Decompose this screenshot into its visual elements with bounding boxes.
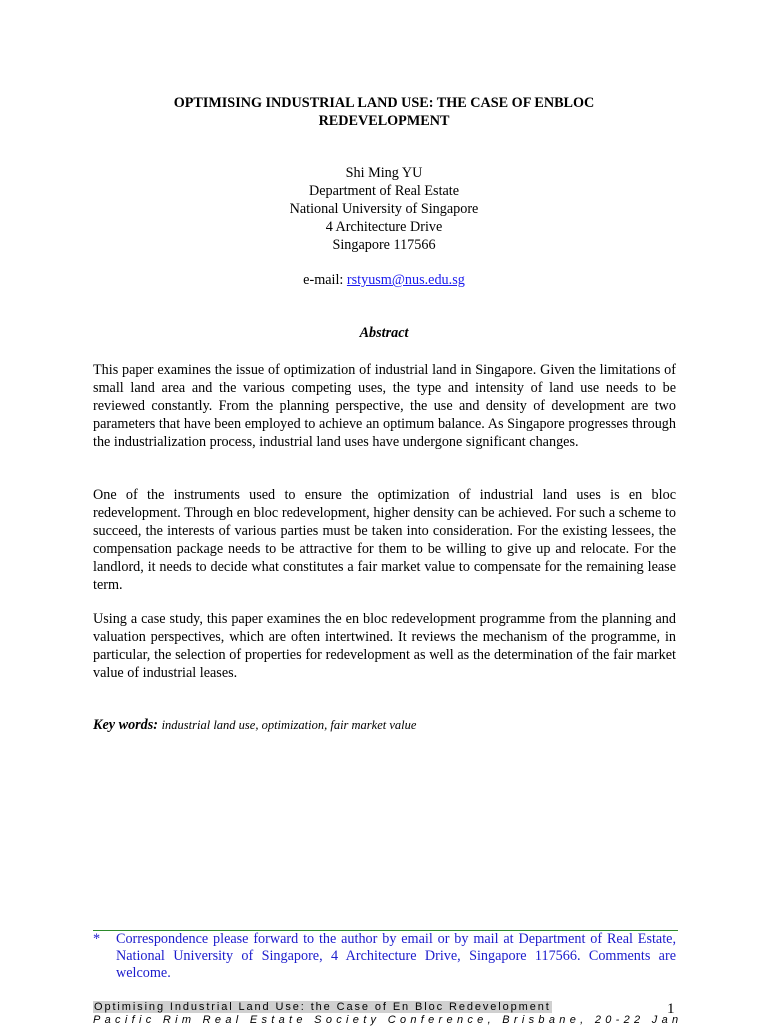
author-email-line [93,271,675,289]
paper-title [93,94,675,130]
abstract-paragraph-1: This paper examines the issue of optimization of industrial land in Singapore. Given the limitations of small land area and the various competing uses, the type and intensity of land use needs to be reviewed constantly. From the planning perspective, the use and density of development are two parameters that have been employed to achieve an optimum balance. As Singapore progresses through the industrialization process, industrial land uses have undergone significant changes. [93,362,676,450]
author-department: Department of Real Estate [308,183,460,199]
email-link[interactable]: rstyusm@nus.edu.sg [346,272,465,288]
paper-title-line-2: REDEVELOPMENT [318,113,450,129]
abstract-paragraph-3: Using a case study, this paper examines the en bloc redevelopment programme from the planning and valuation perspectives, which are often intertwined. It reviews the mechanism of the programme, in particular, the selection of properties for redevelopment as well as the determination of the fair market value of industrial leases. [93,611,676,681]
author-city: Singapore 117566 [332,237,436,253]
page-number: 1 [667,1001,675,1017]
footnote [93,931,676,982]
email-label: e-mail: [303,272,347,288]
keywords-text: industrial land use, optimization, fair market value [161,718,417,732]
author-street: 4 Architecture Drive [325,219,443,235]
keywords-line [93,716,675,734]
keywords-label: Key words: [93,717,159,733]
footnote-text: Correspondence please forward to the author by email or by mail at Department of Real Estate, National University of Singapore, 4 Architecture Drive, Singapore 117566. Comments are welcome. [116,931,676,981]
running-subhead: Pacific Rim Real Estate Society Conference, Brisbane, 20-22 Jan [93,1014,683,1026]
author-university: National University of Singapore [289,201,479,217]
abstract-heading: Abstract [359,325,409,341]
author-name: Shi Ming YU [345,165,423,181]
author-block [93,164,675,254]
abstract-paragraph-2: One of the instruments used to ensure the optimization of industrial land uses is en bloc redevelopment. Through en bloc redevelopment, higher density can be achieved. For such a scheme to succeed, the interests of various parties must be taken into consideration. For the existing lessees, the compensation package needs to be attractive for them to be willing to give up and relocate. For the landlord, it needs to decide what constitutes a fair market value to compensate for the remaining lease term. [93,487,676,593]
footnote-marker: * [93,931,101,947]
running-head: Optimising Industrial Land Use: the Case of En Bloc Redevelopment [94,1001,551,1013]
paper-title-line-1: OPTIMISING INDUSTRIAL LAND USE: THE CASE OF ENBLOC [173,95,595,111]
